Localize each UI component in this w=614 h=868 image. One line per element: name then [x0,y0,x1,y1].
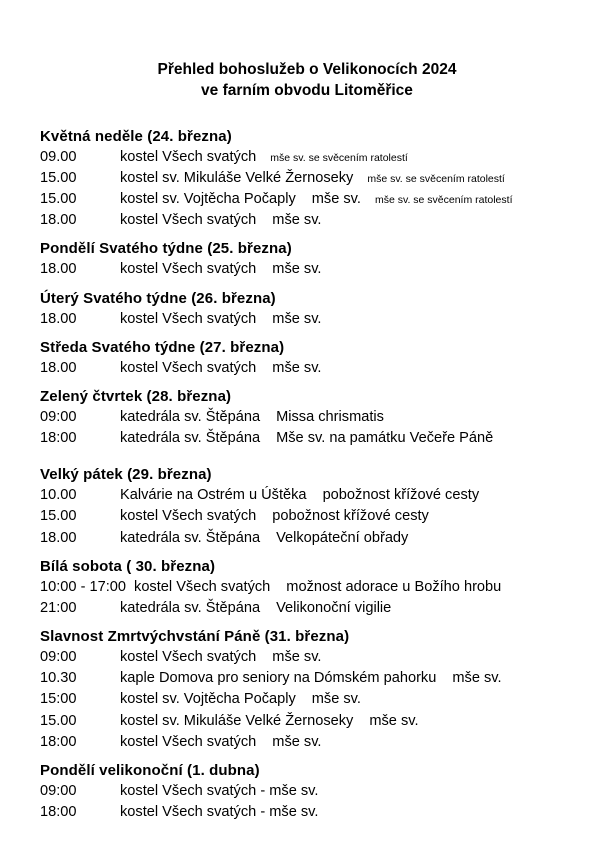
entry-place: kostel Všech svatých [120,148,257,165]
day-block [40,628,574,753]
entry-note: Missa chrismatis [276,408,384,425]
day-heading: Úterý Svatého týdne (26. března) [40,289,276,307]
entry-note: Velkopáteční obřady [276,529,409,546]
entry-time: 15.00 [40,712,77,729]
schedule-entry [40,407,574,428]
entry-time: 10:00 - 17:00 [40,578,127,595]
entry-place: kostel sv. Vojtěcha Počaply [120,191,296,208]
entry-note: pobožnost křížové cesty [322,487,480,504]
entry-time: 10.00 [40,487,77,504]
entry-time: 15.00 [40,508,77,525]
day-heading: Pondělí Svatého týdne (25. března) [40,240,292,258]
entry-place: kostel Všech svatých [120,733,257,750]
schedule-entry [40,598,574,619]
entry-note: mše sv. [272,359,322,376]
entry-note: mše sv. [272,649,322,666]
entry-note: pobožnost křížové cesty [272,508,429,525]
schedule-list [40,128,574,823]
entry-time: 09.00 [40,148,77,165]
day-heading: Bílá sobota ( 30. března) [40,557,216,575]
entry-note: mše sv. [369,712,419,729]
schedule-entry [40,168,574,189]
entry-time: 18.00 [40,261,77,278]
entry-small-note: mše sv. se svěcením ratolestí [367,173,505,185]
entry-time: 09:00 [40,649,77,666]
schedule-entry [40,689,574,710]
entry-time: 09:00 [40,408,77,425]
entry-note: mše sv. [311,691,361,708]
entry-time: 18:00 [40,430,77,447]
schedule-entry [40,528,574,549]
day-block [40,339,574,379]
entry-note: Mše sv. na památku Večeře Páně [276,430,494,447]
entry-time: 18.00 [40,529,77,546]
day-block [40,290,574,330]
day-block [40,240,574,280]
title-line-1: Přehled bohoslužeb o Velikonocích 2024 [157,61,457,78]
entry-place: kostel Všech svatých [134,578,271,595]
schedule-entry [40,485,574,506]
entry-place: kostel sv. Mikuláše Velké Žernoseky [120,712,354,729]
day-block [40,762,574,823]
entry-time: 18.00 [40,359,77,376]
schedule-entry [40,428,574,449]
entry-note: mše sv. [311,191,361,208]
entry-small-note: mše sv. se svěcením ratolestí [374,194,513,207]
schedule-entry [40,711,574,732]
day-block [40,466,574,548]
entry-time: 10.30 [40,670,77,687]
schedule-entry [40,802,574,823]
day-heading: Zelený čtvrtek (28. března) [40,387,232,405]
entry-place: Kalvárie na Ostrém u Úštěka [120,487,307,504]
schedule-entry [40,147,574,168]
day-block [40,388,574,449]
entry-note: mše sv. [272,261,322,278]
entry-place: kostel sv. Mikuláše Velké Žernoseky [120,170,354,186]
schedule-entry [40,309,574,330]
entry-time: 15.00 [40,191,77,208]
schedule-entry [40,506,574,527]
schedule-entry [40,577,574,598]
entry-place: kostel Všech svatých - mše sv. [120,803,319,820]
entry-place: kostel Všech svatých [120,508,257,525]
entry-place: kostel Všech svatých [120,649,257,666]
day-block [40,128,574,232]
page-title [40,60,574,102]
entry-time: 21:00 [40,599,77,616]
entry-place: katedrála sv. Štěpána [120,599,261,616]
entry-time: 18.00 [40,212,77,229]
entry-place: kostel Všech svatých - mše sv. [120,782,319,799]
schedule-entry [40,259,574,280]
schedule-entry [40,358,574,379]
entry-place: katedrála sv. Štěpána [120,529,261,546]
entry-note: mše sv. [272,310,322,327]
entry-time: 15:00 [40,691,77,708]
entry-place: kaple Domova pro seniory na Dómském pahorku [120,670,437,687]
day-heading: Středa Svatého týdne (27. března) [40,338,285,356]
schedule-entry [40,210,574,231]
entry-time: 18:00 [40,803,77,820]
schedule-entry [40,189,574,210]
day-heading: Slavnost Zmrtvýchvstání Páně (31. března) [40,628,350,646]
entry-place: kostel Všech svatých [120,359,257,376]
entry-time: 18:00 [40,733,77,750]
entry-place: kostel Všech svatých [120,212,257,229]
title-line-2: ve farním obvodu Litoměřice [201,81,413,99]
day-heading: Velký pátek (29. března) [40,466,212,484]
entry-note: mše sv. [272,733,322,750]
entry-note: možnost adorace u Božího hrobu [286,578,502,595]
entry-time: 09:00 [40,782,77,799]
entry-place: katedrála sv. Štěpána [120,430,261,447]
entry-note: Velikonoční vigilie [276,599,392,616]
schedule-entry [40,781,574,802]
day-heading: Květná neděle (24. března) [40,127,232,145]
entry-place: kostel sv. Vojtěcha Počaply [120,691,296,708]
schedule-entry [40,732,574,753]
entry-note: mše sv. [272,212,322,229]
entry-time: 18.00 [40,310,77,327]
schedule-entry [40,668,574,689]
entry-place: katedrála sv. Štěpána [120,408,261,425]
day-block [40,558,574,619]
entry-time: 15.00 [40,170,77,186]
entry-note: mše sv. [452,670,502,687]
entry-place: kostel Všech svatých [120,310,257,327]
day-heading: Pondělí velikonoční (1. dubna) [40,761,260,779]
schedule-entry [40,647,574,668]
entry-place: kostel Všech svatých [120,261,257,278]
entry-small-note: mše sv. se svěcením ratolestí [270,151,408,164]
